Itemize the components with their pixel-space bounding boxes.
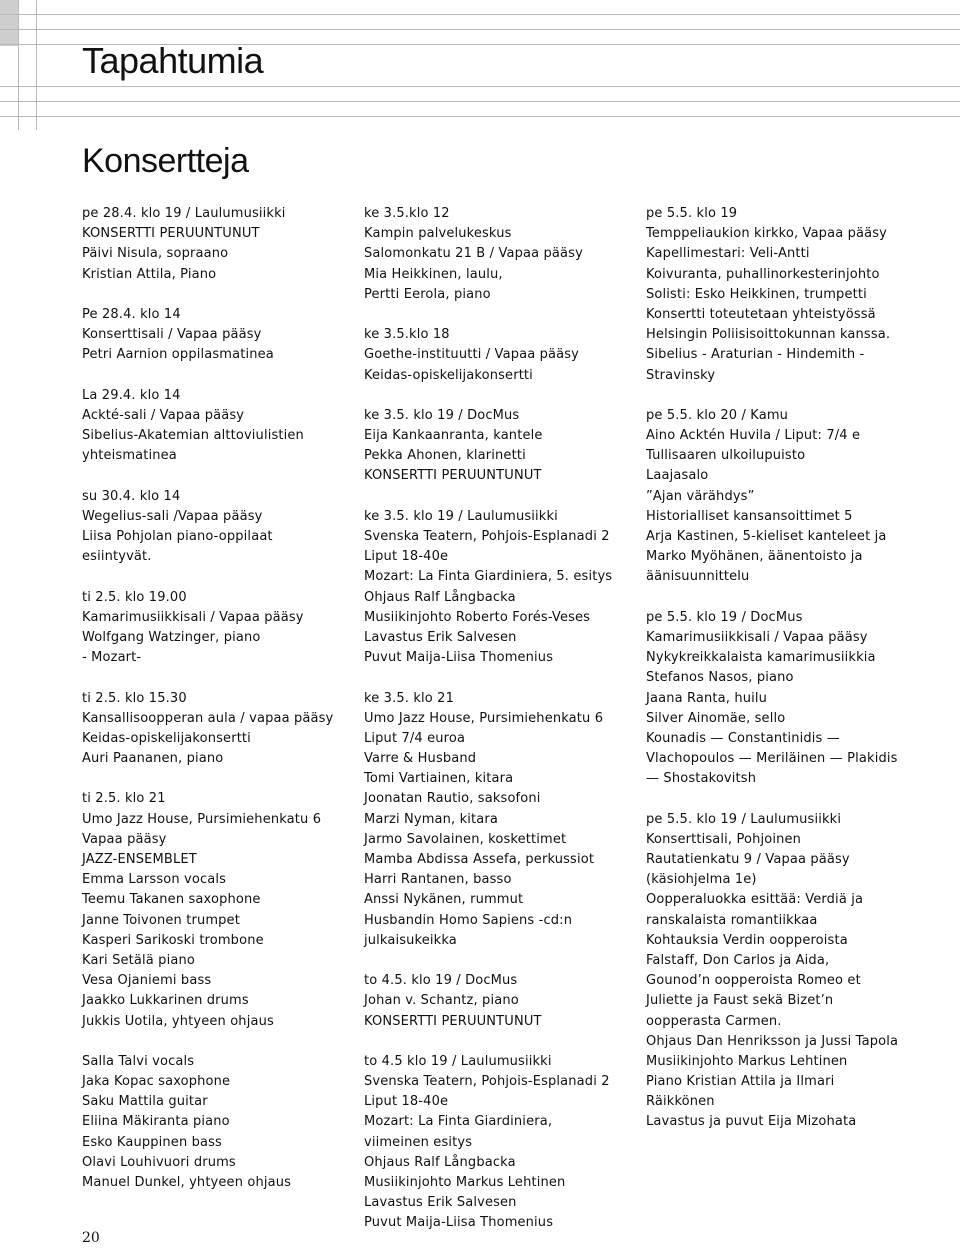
header-gray-block <box>0 0 18 46</box>
event-detail-line: Lavastus ja puvut Eija Mizohata <box>646 1114 857 1130</box>
event-entry <box>364 1052 644 1234</box>
event-detail-line: Stefanos Nasos, piano <box>646 670 794 686</box>
event-detail-line: Svenska Teatern, Pohjois-Esplanadi 2 <box>364 1074 610 1090</box>
event-detail-line: Liput 18-40e <box>364 549 449 565</box>
event-detail-line: Johan v. Schantz, piano <box>364 993 519 1009</box>
event-detail-line: esiintyvät. <box>82 549 152 565</box>
event-detail-line: Manuel Dunkel, yhtyeen ohjaus <box>82 1175 292 1190</box>
event-detail-line: Mia Heikkinen, laulu, <box>364 266 503 282</box>
event-detail-line: Puvut Maija-Liisa Thomenius <box>364 1215 554 1231</box>
event-date-line: ti 2.5. klo 19.00 <box>82 589 187 605</box>
event-detail-line: Ackté-sali / Vapaa pääsy <box>82 407 245 423</box>
event-date-line: La 29.4. klo 14 <box>82 387 181 403</box>
event-date-line: ke 3.5. klo 21 <box>364 690 455 706</box>
event-entry <box>82 204 362 285</box>
event-detail-line: Koivuranta, puhallinorkesterinjohto <box>646 266 880 282</box>
event-detail-line: Wegelius-sali /Vapaa pääsy <box>82 508 263 524</box>
event-detail-line: Wolfgang Watzinger, piano <box>82 629 261 645</box>
event-detail-line: Konserttisali / Vapaa pääsy <box>82 327 262 343</box>
staff-line <box>0 14 960 15</box>
event-detail-line: Juliette ja Faust sekä Bizet’n <box>646 993 834 1009</box>
event-detail-line: Emma Larsson vocals <box>82 872 227 888</box>
section-heading: Konsertteja <box>82 142 249 180</box>
event-detail-line: Olavi Louhivuori drums <box>82 1154 236 1170</box>
event-detail-line: Anssi Nykänen, rummut <box>364 892 524 908</box>
event-detail-line: Puvut Maija-Liisa Thomenius <box>364 650 554 666</box>
event-date-line: to 4.5 klo 19 / Laulumusiikki <box>364 1053 552 1069</box>
event-detail-line: Harri Rantanen, basso <box>364 872 512 888</box>
event-detail-line: Varre & Husband <box>364 751 477 767</box>
event-detail-line: JAZZ-ENSEMBLET <box>82 852 197 867</box>
event-date-line: ti 2.5. klo 21 <box>82 791 166 807</box>
event-detail-line: Pekka Ahonen, klarinetti <box>364 448 526 464</box>
event-date-line: to 4.5. klo 19 / DocMus <box>364 973 518 989</box>
event-detail-line: Vesa Ojaniemi bass <box>82 973 212 989</box>
event-detail-line: Tullisaaren ulkoilupuisto <box>646 448 806 464</box>
event-date-line: ke 3.5.klo 12 <box>364 206 450 221</box>
staff-line <box>0 29 960 30</box>
event-detail-line: Eija Kankaanranta, kantele <box>364 428 543 444</box>
event-detail-line: Keidas-opiskelijakonsertti <box>82 730 251 746</box>
staff-line <box>0 86 960 87</box>
event-detail-line: Kasperi Sarikoski trombone <box>82 932 264 948</box>
event-detail-line: Vlachopoulos — Meriläinen — Plakidis <box>646 751 898 767</box>
event-detail-line: Falstaff, Don Carlos ja Aida, <box>646 952 830 968</box>
event-detail-line: Goethe-instituutti / Vapaa pääsy <box>364 347 580 363</box>
events-column-2 <box>364 204 644 1254</box>
page-title: Tapahtumia <box>82 40 264 81</box>
staff-barline <box>18 0 19 130</box>
event-detail-line: Laajasalo <box>646 468 709 484</box>
event-detail-line: Liput 18-40e <box>364 1094 449 1110</box>
event-entry <box>364 406 644 487</box>
event-detail-line: Husbandin Homo Sapiens -cd:n <box>364 912 573 928</box>
event-detail-line: Keidas-opiskelijakonsertti <box>364 367 533 383</box>
event-entry <box>82 588 362 669</box>
event-detail-line: Jaka Kopac saxophone <box>82 1074 231 1090</box>
event-detail-line: Eliina Mäkiranta piano <box>82 1114 230 1130</box>
event-detail-line: Historialliset kansansoittimet 5 <box>646 508 853 524</box>
event-detail-line: Arja Kastinen, 5-kieliset kanteleet ja <box>646 529 887 544</box>
event-detail-line: Musiikinjohto Markus Lehtinen <box>364 1175 566 1190</box>
event-date-line: pe 5.5. klo 20 / Kamu <box>646 407 789 423</box>
event-detail-line: Umo Jazz House, Pursimiehenkatu 6 <box>364 710 604 726</box>
event-detail-line: Petri Aarnion oppilasmatinea <box>82 347 274 363</box>
event-detail-line: (käsiohjelma 1e) <box>646 872 757 888</box>
event-date-line: pe 5.5. klo 19 <box>646 206 738 221</box>
event-detail-line: Gounod’n oopperoista Romeo et <box>646 973 861 989</box>
event-detail-line: Kounadis — Constantinidis — <box>646 730 840 746</box>
event-detail-line: Svenska Teatern, Pohjois-Esplanadi 2 <box>364 529 610 544</box>
event-date-line: ke 3.5. klo 19 / Laulumusiikki <box>364 508 558 524</box>
event-detail-line: Jukkis Uotila, yhtyeen ohjaus <box>82 1013 274 1029</box>
event-detail-line: — Shostakovitsh <box>646 771 757 787</box>
event-detail-line: Mamba Abdissa Assefa, perkussiot <box>364 852 595 867</box>
event-detail-line: Marko Myöhänen, äänentoisto ja <box>646 549 863 565</box>
event-entry <box>646 204 946 386</box>
event-detail-line: Päivi Nisula, sopraano <box>82 246 229 262</box>
event-detail-line: Pertti Eerola, piano <box>364 286 491 302</box>
event-entry <box>364 325 644 386</box>
event-detail-line: yhteismatinea <box>82 448 177 464</box>
event-detail-line: Nykykreikkalaista kamarimusiikkia <box>646 650 876 666</box>
event-detail-line: Ohjaus Dan Henriksson ja Jussi Tapola <box>646 1033 899 1049</box>
event-detail-line: Konsertti toteutetaan yhteistyössä <box>646 306 876 322</box>
event-detail-line: Sibelius - Araturian - Hindemith - <box>646 347 865 363</box>
event-date-line: su 30.4. klo 14 <box>82 488 181 504</box>
event-detail-line: Sibelius-Akatemian alttoviulistien <box>82 428 304 444</box>
event-entry <box>364 204 644 305</box>
event-detail-line: Teemu Takanen saxophone <box>82 892 261 908</box>
event-detail-line: Liput 7/4 euroa <box>364 730 466 746</box>
event-detail-line: Kari Setälä piano <box>82 952 195 968</box>
event-entry <box>364 507 644 669</box>
event-date-line: Pe 28.4. klo 14 <box>82 306 181 322</box>
event-detail-line: viimeinen esitys <box>364 1134 473 1150</box>
event-detail-line: Oopperaluokka esittää: Verdiä ja <box>646 892 864 908</box>
event-entry <box>82 689 362 770</box>
event-entry <box>82 1052 362 1193</box>
event-detail-line: Silver Ainomäe, sello <box>646 710 786 726</box>
event-entry <box>646 406 946 588</box>
event-detail-line: Helsingin Poliisisoittokunnan kanssa. <box>646 327 891 343</box>
event-detail-line: Lavastus Erik Salvesen <box>364 629 517 645</box>
event-entry <box>646 608 946 790</box>
staff-line <box>0 116 960 117</box>
event-detail-line: Kamarimusiikkisali / Vapaa pääsy <box>646 629 868 645</box>
event-detail-line: Konserttisali, Pohjoinen <box>646 831 802 847</box>
event-detail-line: Musiikinjohto Roberto Forés-Veses <box>364 609 591 625</box>
event-detail-line: KONSERTTI PERUUNTUNUT <box>364 1013 542 1029</box>
event-date-line: pe 5.5. klo 19 / Laulumusiikki <box>646 811 842 827</box>
event-entry <box>82 305 362 366</box>
event-detail-line: ”Ajan värähdys” <box>646 488 755 504</box>
event-detail-line: - Mozart- <box>82 650 142 666</box>
event-detail-line: Kapellimestari: Veli-Antti <box>646 246 810 262</box>
page-number: 20 <box>82 1230 100 1246</box>
event-detail-line: Musiikinjohto Markus Lehtinen <box>646 1053 848 1069</box>
event-date-line: ke 3.5. klo 19 / DocMus <box>364 407 520 423</box>
event-detail-line: Stravinsky <box>646 367 716 383</box>
event-date-line: ti 2.5. klo 15.30 <box>82 690 187 706</box>
event-date-line: ke 3.5.klo 18 <box>364 327 450 343</box>
event-detail-line: julkaisukeikka <box>364 932 457 948</box>
event-detail-line: Mozart: La Finta Giardiniera, 5. esitys <box>364 569 613 585</box>
event-detail-line: oopperasta Carmen. <box>646 1013 782 1029</box>
event-entry <box>82 789 362 1031</box>
event-detail-line: Solisti: Esko Heikkinen, trumpetti <box>646 286 867 302</box>
event-detail-line: Jaakko Lukkarinen drums <box>82 993 249 1009</box>
event-detail-line: Tomi Vartiainen, kitara <box>364 771 514 787</box>
event-detail-line: ranskalaista romantiikkaa <box>646 912 818 928</box>
event-detail-line: Kansallisoopperan aula / vapaa pääsy <box>82 710 334 726</box>
events-column-3 <box>646 204 946 1153</box>
event-detail-line: Joonatan Rautio, saksofoni <box>364 791 541 807</box>
event-detail-line: Ohjaus Ralf Långbacka <box>364 1154 516 1170</box>
event-detail-line: Kohtauksia Verdin oopperoista <box>646 932 848 948</box>
event-detail-line: äänisuunnittelu <box>646 569 750 585</box>
event-detail-line: Salomonkatu 21 B / Vapaa pääsy <box>364 246 583 262</box>
event-entry <box>364 689 644 951</box>
event-detail-line: Kamarimusiikkisali / Vapaa pääsy <box>82 609 304 625</box>
event-detail-line: Jarmo Savolainen, koskettimet <box>364 831 567 847</box>
event-detail-line: Marzi Nyman, kitara <box>364 811 499 827</box>
staff-barline <box>36 0 37 130</box>
event-date-line: pe 28.4. klo 19 / Laulumusiikki <box>82 206 286 221</box>
event-date-line: Salla Talvi vocals <box>82 1053 195 1069</box>
event-detail-line: Aino Acktén Huvila / Liput: 7/4 e <box>646 428 861 444</box>
event-entry <box>82 487 362 568</box>
event-detail-line: Vapaa pääsy <box>82 831 167 847</box>
event-detail-line: Janne Toivonen trumpet <box>82 912 240 928</box>
event-detail-line: Lavastus Erik Salvesen <box>364 1195 517 1211</box>
event-detail-line: Liisa Pohjolan piano-oppilaat <box>82 529 273 544</box>
event-detail-line: Kristian Attila, Piano <box>82 266 217 282</box>
event-detail-line: Rautatienkatu 9 / Vapaa pääsy <box>646 852 850 867</box>
event-detail-line: Jaana Ranta, huilu <box>646 690 768 706</box>
event-detail-line: Kampin palvelukeskus <box>364 226 512 242</box>
event-detail-line: Auri Paananen, piano <box>82 751 224 767</box>
event-date-line: pe 5.5. klo 19 / DocMus <box>646 609 803 625</box>
event-detail-line: KONSERTTI PERUUNTUNUT <box>82 226 260 242</box>
staff-line <box>0 101 960 102</box>
event-entry <box>364 971 644 1032</box>
event-detail-line: Ohjaus Ralf Långbacka <box>364 589 516 605</box>
event-detail-line: Mozart: La Finta Giardiniera, <box>364 1114 553 1130</box>
event-detail-line: KONSERTTI PERUUNTUNUT <box>364 468 542 484</box>
event-entry <box>82 386 362 467</box>
event-detail-line: Esko Kauppinen bass <box>82 1134 222 1150</box>
event-entry <box>646 810 946 1133</box>
event-detail-line: Piano Kristian Attila ja Ilmari <box>646 1074 835 1090</box>
event-detail-line: Räikkönen <box>646 1094 715 1110</box>
event-detail-line: Umo Jazz House, Pursimiehenkatu 6 <box>82 811 322 827</box>
events-column-1 <box>82 204 362 1213</box>
event-detail-line: Temppeliaukion kirkko, Vapaa pääsy <box>646 226 888 242</box>
event-detail-line: Saku Mattila guitar <box>82 1094 208 1110</box>
